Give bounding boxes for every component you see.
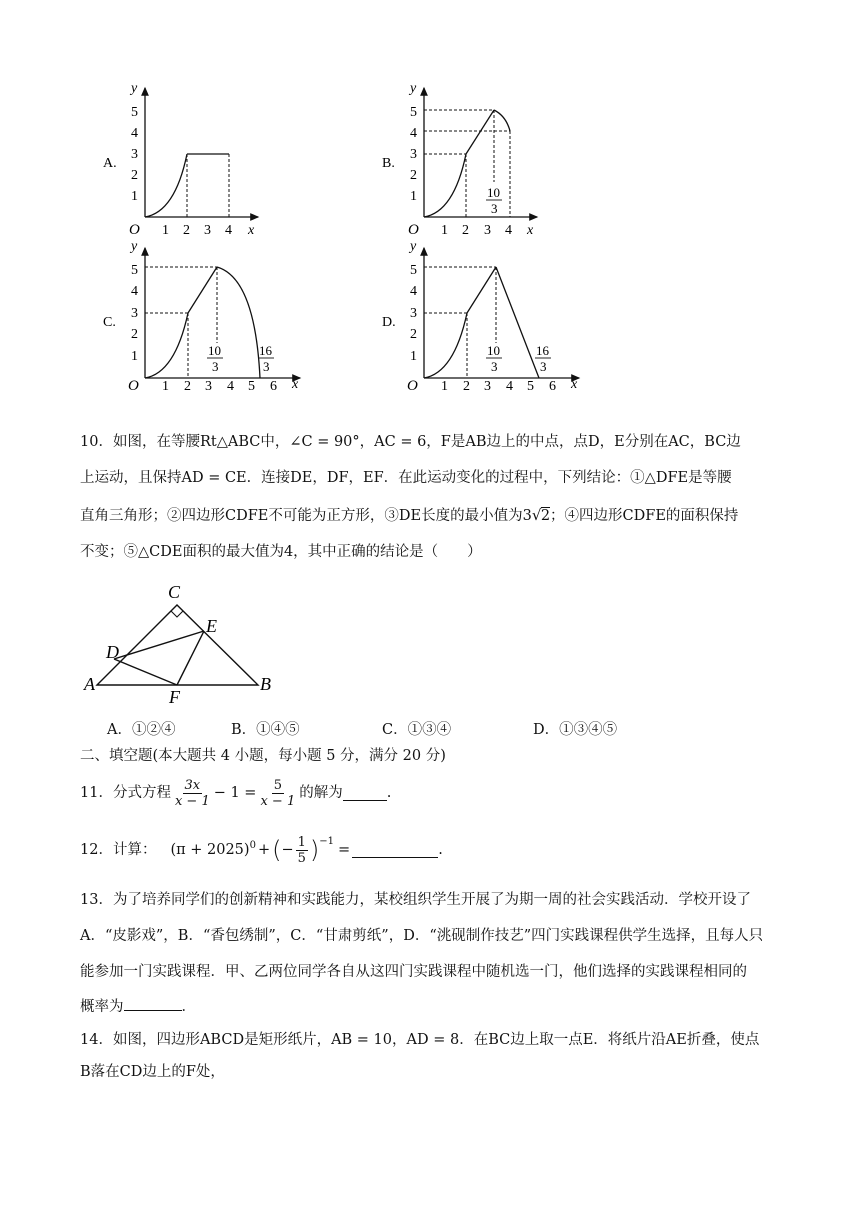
graph-d-xtick: 5 [527, 379, 534, 394]
point-d-label: D [106, 642, 119, 662]
graph-a-xtick: 1 [162, 223, 169, 238]
graph-c-frac1-den: 3 [212, 359, 219, 374]
graph-a-xtick: 3 [204, 223, 211, 238]
q12-exponent-0: 0 [249, 840, 256, 851]
q11-f1-den: x − 1 [174, 793, 210, 809]
graph-b-frac-den: 3 [491, 201, 498, 216]
q10-option-a[interactable]: A．①②④ [107, 722, 176, 738]
graph-d-ytick: 3 [410, 306, 417, 321]
graph-d-x-axis-label: x [571, 377, 578, 392]
q12-frac-num: 1 [297, 834, 306, 850]
graph-a-ytick: 1 [131, 189, 138, 204]
graph-b-xtick: 2 [462, 223, 469, 238]
q11-f2-den: x − 1 [260, 793, 296, 809]
q10-line-2: 上运动，且保持AD = CE．连接DE，DF，EF．在此运动变化的过程中，下列结论：①△DFE是等腰 [80, 470, 732, 486]
graph-d-xtick: 1 [441, 379, 448, 394]
graph-c-y-axis-label: y [131, 239, 138, 254]
q13-line-1: 13．为了培养同学们的创新精神和实践能力，某校组织学生开展了为期一周的社会实践活动．学校开设了 [80, 892, 751, 908]
graph-c-ytick: 2 [131, 327, 138, 342]
point-b-label: B [260, 674, 271, 694]
q12-exponent-neg1: −1 [319, 836, 335, 847]
q14-line-2: B落在CD边上的F处， [80, 1064, 225, 1080]
graph-b-frac-num: 10 [487, 185, 500, 200]
graph-d-label: D. [382, 315, 396, 330]
graph-b-ytick: 1 [410, 189, 417, 204]
graph-b-x-axis-label: x [527, 223, 534, 238]
graph-a-x-axis-label: x [248, 223, 255, 238]
q12-plus: + [257, 842, 271, 858]
graph-c-ytick: 1 [131, 349, 138, 364]
graph-d-xtick: 3 [484, 379, 491, 394]
graph-a-ytick: 5 [131, 105, 138, 120]
graph-a-xtick: 2 [183, 223, 190, 238]
q11-fraction-2 [258, 778, 297, 809]
graph-a-ytick: 2 [131, 168, 138, 183]
q11-mid: − 1 = [213, 785, 257, 801]
q11 [80, 776, 391, 810]
q11-end: . [386, 785, 392, 801]
q13-line-3: 能参加一门实践课程．甲、乙两位同学各自从这四门实践课程中随机选一门，他们选择的实践课程相同的 [80, 964, 747, 980]
q11-answer-blank[interactable] [343, 786, 387, 801]
graph-b-y-axis-label: y [410, 81, 417, 96]
graph-c-ytick: 5 [131, 263, 138, 278]
q12-paren-right: ) [309, 836, 320, 864]
q10-line-3 [80, 506, 738, 526]
graph-d-xtick: 2 [463, 379, 470, 394]
q13-line-4 [80, 996, 196, 1017]
q11-suffix: 的解为 [299, 785, 343, 801]
graph-c-xtick: 1 [162, 379, 169, 394]
graph-a [103, 81, 258, 238]
q10-option-c[interactable]: C．①③④ [382, 722, 452, 738]
graph-b-ytick: 3 [410, 147, 417, 162]
point-e-label: E [206, 616, 217, 636]
graph-c-ytick: 4 [131, 284, 138, 299]
graph-d-xtick: 6 [549, 379, 556, 394]
q12-frac-den: 5 [297, 850, 306, 866]
graph-d-origin: O [407, 378, 418, 394]
q10-option-b[interactable]: B．①④⑤ [231, 722, 300, 738]
graph-b-origin: O [408, 222, 419, 238]
graphs-figure [0, 0, 860, 400]
graph-d-ytick: 4 [410, 284, 417, 299]
graph-c-frac2-den: 3 [263, 359, 270, 374]
q12-minus: − [281, 842, 294, 858]
section-2-heading: 二、填空题(本大题共 4 小题，每小题 5 分，满分 20 分) [80, 748, 446, 764]
graph-a-xtick: 4 [225, 223, 232, 238]
graph-c-xtick: 6 [270, 379, 277, 394]
graph-b-xtick: 1 [441, 223, 448, 238]
graph-a-origin: O [129, 222, 140, 238]
sqrt-symbol: √ 2 [531, 506, 551, 524]
graph-b-xtick: 4 [505, 223, 512, 238]
graph-a-label: A. [103, 156, 117, 171]
q11-f2-num: 5 [273, 777, 282, 793]
graph-a-ytick: 4 [131, 126, 138, 141]
q10-line-3b: ；④四边形CDFE的面积保持 [550, 508, 739, 524]
graph-b-label: B. [382, 156, 395, 171]
graph-b-ytick: 2 [410, 168, 417, 183]
point-c-label: C [168, 582, 181, 602]
graph-d-frac1-num: 10 [487, 343, 500, 358]
q10-line-1: 10．如图，在等腰Rt△ABC中，∠C = 90°，AC = 6，F是AB边上的中点，点D，E分别在AC，BC边 [80, 434, 741, 450]
graph-c-xtick: 2 [184, 379, 191, 394]
q12-end: . [438, 842, 443, 858]
graph-a-y-axis-label: y [131, 81, 138, 96]
graph-b-xtick: 3 [484, 223, 491, 238]
graph-d-frac2-den: 3 [540, 359, 547, 374]
q10-line-4: 不变；⑤△CDE面积的最大值为4，其中正确的结论是（ ） [80, 544, 482, 560]
graph-d-xtick: 4 [506, 379, 513, 394]
graph-b-ytick: 4 [410, 126, 417, 141]
q12-equals: = [338, 842, 351, 858]
graph-b-ytick: 5 [410, 105, 417, 120]
q10-line-3a: 直角三角形；②四边形CDFE不可能为正方形，③DE长度的最小值为3 [80, 508, 532, 524]
q10-sqrt-value: 2 [540, 508, 551, 524]
point-f-label: F [169, 687, 180, 707]
q11-f1-num: 3x [184, 777, 201, 793]
q11-fraction-1 [173, 778, 212, 809]
graph-d-ytick: 2 [410, 327, 417, 342]
graph-c [103, 239, 300, 394]
q12-paren-left: ( [272, 836, 282, 864]
q12-fraction [296, 835, 308, 866]
q10-triangle-figure [78, 578, 288, 710]
q13-line-4a: 概率为 [80, 999, 124, 1015]
graph-c-frac2-num: 16 [259, 343, 272, 358]
q12-expr: (π + 2025) [170, 842, 250, 858]
graph-c-xtick: 3 [205, 379, 212, 394]
graph-c-x-axis-label: x [292, 377, 299, 392]
point-a-label: A [84, 674, 95, 694]
q13-answer-blank[interactable] [124, 996, 182, 1011]
q14-line-1: 14．如图，四边形ABCD是矩形纸片，AB = 10，AD = 8．在BC边上取一点E．将纸片沿AE折叠，使点 [80, 1032, 760, 1048]
graph-d-frac2-num: 16 [536, 343, 549, 358]
graph-d [382, 239, 579, 394]
q12-answer-blank[interactable] [352, 843, 438, 858]
q11-prefix: 11．分式方程 [80, 785, 171, 801]
graph-d-ytick: 1 [410, 349, 417, 364]
graph-c-xtick: 5 [248, 379, 255, 394]
q10-option-d[interactable]: D．①③④⑤ [533, 722, 618, 738]
q12 [80, 830, 443, 870]
graph-c-frac1-num: 10 [208, 343, 221, 358]
graph-a-ytick: 3 [131, 147, 138, 162]
graph-d-ytick: 5 [410, 263, 417, 278]
graph-c-xtick: 4 [227, 379, 234, 394]
graph-b [382, 81, 537, 238]
graph-c-origin: O [128, 378, 139, 394]
q13-line-2: A．“皮影戏”，B．“香包绣制”，C．“甘肃剪纸”，D．“洮砚制作技艺”四门实践课程供学生选择，且每人只 [80, 928, 764, 944]
graph-c-label: C. [103, 315, 116, 330]
graph-c-ytick: 3 [131, 306, 138, 321]
q13-line-4b: ． [181, 999, 196, 1015]
q12-prefix: 12．计算： [80, 842, 157, 858]
graph-d-frac1-den: 3 [491, 359, 498, 374]
graph-d-y-axis-label: y [410, 239, 417, 254]
